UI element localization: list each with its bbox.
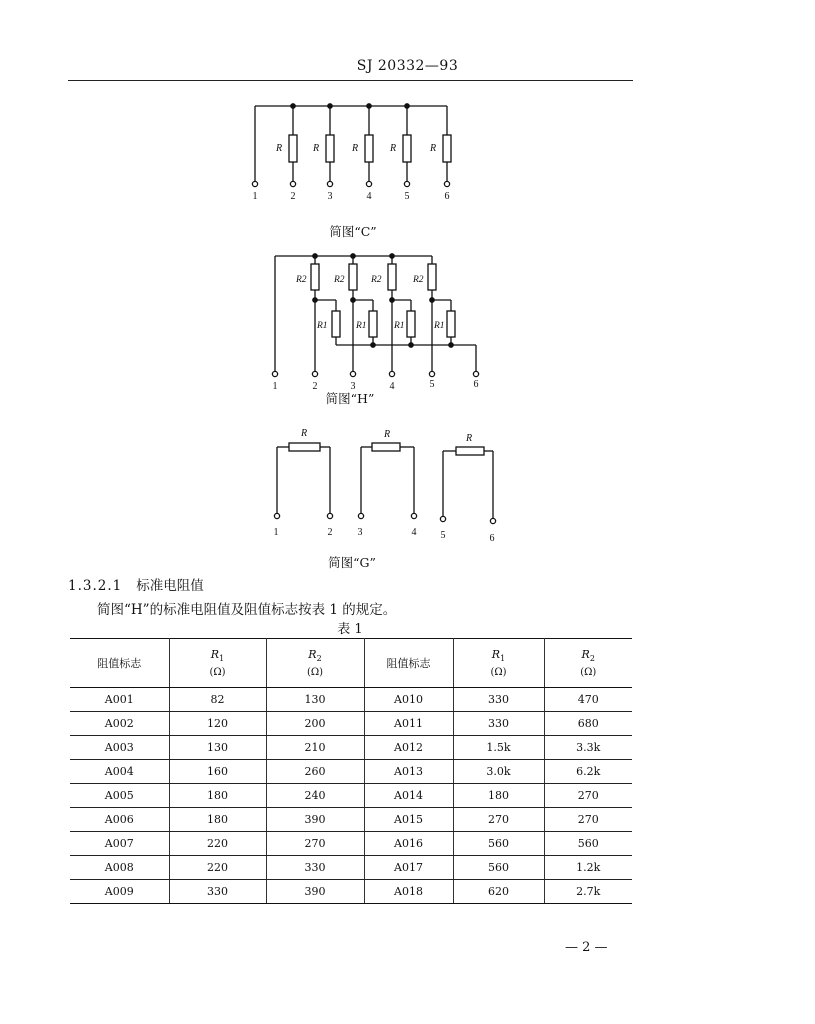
table-cell: 270 [266,832,364,856]
terminal-label: 1 [273,527,279,538]
table-cell: 1.5k [453,736,544,760]
table-caption: 表 1 [337,622,363,637]
table-cell: A008 [70,856,169,880]
table-cell: 560 [453,832,544,856]
table-cell: 620 [453,880,544,904]
diagram-h-branch [388,254,415,377]
resistor-label: R1 [356,321,367,331]
table-cell: A005 [70,784,169,808]
diagram-c-branch [443,106,451,187]
resistor-label: R [301,428,308,439]
table-cell: A011 [364,712,453,736]
table-cell: A004 [70,760,169,784]
column-header-r1: $R_1$ (Ω) [169,639,266,688]
table-cell: A003 [70,736,169,760]
terminal-label: 1 [252,191,258,202]
terminal-label: 6 [489,533,495,544]
terminal-label: 3 [350,381,356,392]
resistor-label: R1 [317,321,328,331]
figure-caption: 简图“C” [329,224,377,239]
table-row [70,736,632,760]
table-cell: 3.3k [544,736,632,760]
resistor-label: R2 [296,275,307,285]
table-cell: A015 [364,808,453,832]
table-cell: A014 [364,784,453,808]
table-cell: 1.2k [544,856,632,880]
terminal-label: 5 [404,191,410,202]
terminal-label: 4 [366,191,372,202]
diagram-c-branch [403,104,411,187]
terminal-label: 2 [327,527,333,538]
table-cell: A002 [70,712,169,736]
table-cell: 130 [266,688,364,712]
table-cell: 210 [266,736,364,760]
terminal-label: 5 [429,379,435,390]
resistor-label: R [430,143,437,154]
diagram-c-branch [326,104,334,187]
table-cell: A006 [70,808,169,832]
resistance-table [70,638,632,904]
table-cell: 82 [169,688,266,712]
section-title: 标准电阻值 [136,578,204,594]
table-cell: 560 [544,832,632,856]
resistor-label: R [313,143,320,154]
table-cell: 330 [453,712,544,736]
diagram-g-unit [440,447,495,524]
resistor-label: R1 [394,321,405,331]
resistor-label: R2 [371,275,382,285]
terminal-label: 2 [312,381,318,392]
resistor-label: R [390,143,397,154]
terminal-label: 3 [357,527,363,538]
table-cell: 560 [453,856,544,880]
terminal-label: 6 [444,191,450,202]
table-cell: 180 [169,784,266,808]
page-number: — 2 — [565,940,608,955]
table-cell: 330 [169,880,266,904]
column-header-marking: 阻值标志 [70,639,169,688]
table-row [70,784,632,808]
column-header-marking: 阻值标志 [364,639,453,688]
table-cell: 220 [169,832,266,856]
section-paragraph: 简图“H”的标准电阻值及阻值标志按表 1 的规定。 [97,602,397,618]
diagram-g [274,443,495,524]
terminal-label: 3 [327,191,333,202]
table-cell: A013 [364,760,453,784]
table-cell: A017 [364,856,453,880]
figure-caption: 简图“H” [325,391,375,406]
terminal-label: 4 [411,527,417,538]
diagram-c-branch [365,104,373,187]
resistor-label: R [384,429,391,440]
table-cell: 330 [453,688,544,712]
table-cell: A012 [364,736,453,760]
diagram-h-branch [311,254,340,377]
figure-caption: 简图“G” [328,555,376,570]
section-number: 1.3.2.1 [68,578,123,594]
resistor-label: R2 [413,275,424,285]
table-cell: 220 [169,856,266,880]
table-cell: 390 [266,808,364,832]
section-heading [68,574,204,594]
table-cell: 680 [544,712,632,736]
table-cell: 470 [544,688,632,712]
table-cell: 240 [266,784,364,808]
table-cell: A016 [364,832,453,856]
terminal-label: 1 [272,381,278,392]
terminal-label: 2 [290,191,296,202]
column-header-r2: $R_2$ (Ω) [544,639,632,688]
table-cell: 3.0k [453,760,544,784]
column-header-r2: $R_2$ (Ω) [266,639,364,688]
diagram-c-branch [289,104,297,187]
table-cell: 180 [169,808,266,832]
table-cell: A001 [70,688,169,712]
table-cell: 270 [453,808,544,832]
table-header-row [70,639,632,688]
table-cell: 160 [169,760,266,784]
table-cell: 270 [544,808,632,832]
table-cell: 2.7k [544,880,632,904]
table-row [70,856,632,880]
table-cell: 130 [169,736,266,760]
table-cell: 120 [169,712,266,736]
table-cell: A018 [364,880,453,904]
diagram-h [272,254,478,377]
table-cell: A010 [364,688,453,712]
table-row [70,760,632,784]
table-row [70,808,632,832]
terminal-label: 4 [389,381,395,392]
table-cell: 180 [453,784,544,808]
document-number: SJ 20332—93 [356,58,459,74]
resistor-label: R2 [334,275,345,285]
table-row [70,712,632,736]
diagram-g-unit [274,443,332,519]
table-cell: 270 [544,784,632,808]
column-header-r1: $R_1$ (Ω) [453,639,544,688]
table-cell: 200 [266,712,364,736]
table-row [70,832,632,856]
diagram-h-branch [428,256,455,377]
table-cell: 390 [266,880,364,904]
table-row [70,688,632,712]
table-cell: A009 [70,880,169,904]
resistor-label: R [352,143,359,154]
resistor-label: R [466,433,473,444]
resistor-label: R1 [434,321,445,331]
terminal-label: 6 [473,379,479,390]
table-row [70,880,632,904]
diagram-h-branch [349,254,377,377]
table-cell: A007 [70,832,169,856]
diagram-g-unit [358,443,416,519]
terminal-label: 5 [440,530,446,541]
table-cell: 330 [266,856,364,880]
resistor-label: R [276,143,283,154]
table-cell: 6.2k [544,760,632,784]
table-cell: 260 [266,760,364,784]
